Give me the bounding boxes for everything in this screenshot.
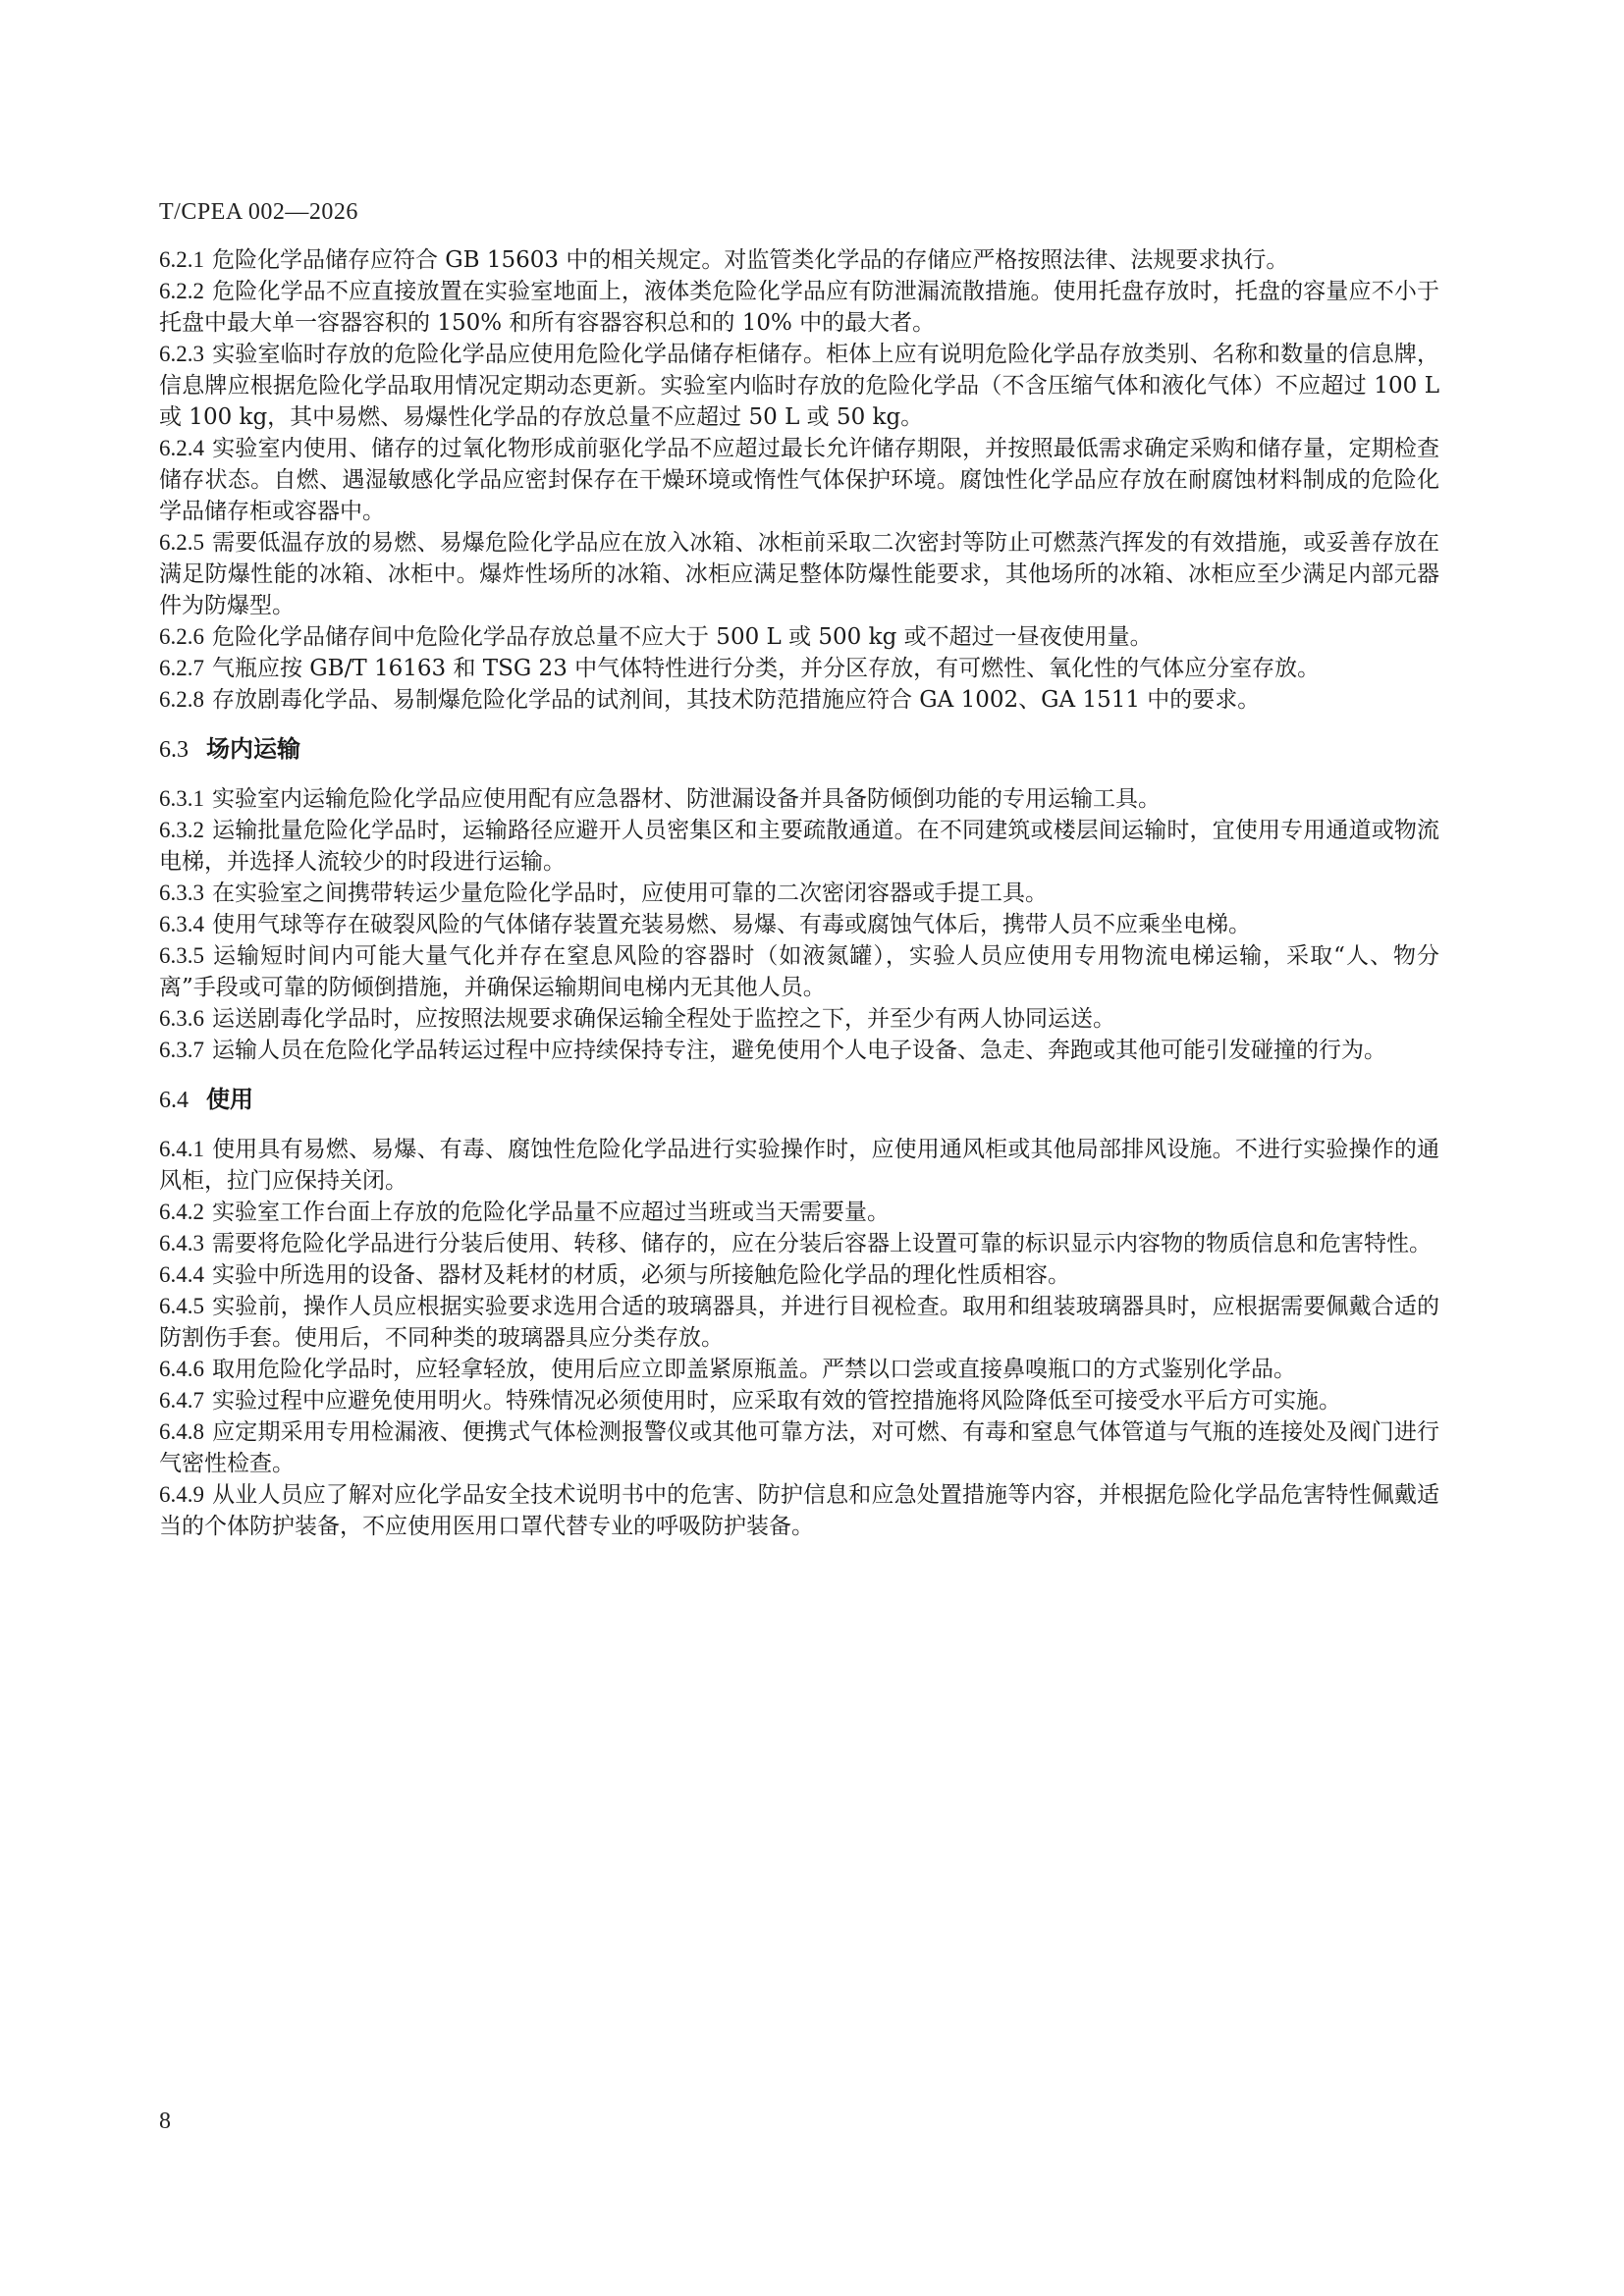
clause-6-2-7: [159, 653, 1439, 684]
clause-number: 6.2.8: [159, 687, 204, 712]
clause-text: 从业人员应了解对应化学品安全技术说明书中的危害、防护信息和应急处置措施等内容，并根据危险化学品危害特性佩戴适当的个体防护装备，不应使用医用口罩代替专业的呼吸防护装备。: [159, 1482, 1439, 1539]
clause-text: 运输批量危险化学品时，运输路径应避开人员密集区和主要疏散通道。在不同建筑或楼层间运输时，宜使用专用通道或物流电梯，并选择人流较少的时段进行运输。: [159, 818, 1439, 875]
clause-text: 实验室临时存放的危险化学品应使用危险化学品储存柜储存。柜体上应有说明危险化学品存放类别、名称和数量的信息牌，信息牌应根据危险化学品取用情况定期动态更新。实验室内临时存放的危险化学品（不含压缩气体和液化气体）不应超过 100 L 或 100 kg，其中易燃、易爆性化学品的存放总量不应超过 50 L 或 50 kg。: [159, 342, 1439, 430]
clause-text: 存放剧毒化学品、易制爆危险化学品的试剂间，其技术防范措施应符合 GA 1002、GA 1511 中的要求。: [212, 687, 1261, 713]
clause-number: 6.2.2: [159, 279, 204, 303]
clause-text: 使用气球等存在破裂风险的气体储存装置充装易燃、易爆、有毒或腐蚀气体后，携带人员不应乘坐电梯。: [212, 912, 1251, 937]
clause-6-3-4: [159, 909, 1439, 940]
clause-6-4-9: [159, 1479, 1439, 1542]
clause-6-4-8: [159, 1416, 1439, 1479]
page-content: [159, 244, 1439, 1542]
clause-text: 气瓶应按 GB/T 16163 和 TSG 23 中气体特性进行分类，并分区存放，有可燃性、氧化性的气体应分室存放。: [212, 656, 1321, 681]
clause-number: 6.4.4: [159, 1262, 204, 1287]
clause-text: 实验室工作台面上存放的危险化学品量不应超过当班或当天需要量。: [212, 1200, 890, 1225]
page-number: 8: [159, 2109, 171, 2134]
clause-number: 6.3.2: [159, 818, 204, 842]
section-title: 场内运输: [206, 735, 300, 763]
clause-number: 6.3.3: [159, 881, 204, 905]
clause-number: 6.3.5: [159, 943, 204, 968]
clause-number: 6.3.6: [159, 1006, 204, 1031]
clause-6-4-6: [159, 1354, 1439, 1385]
clause-number: 6.4.1: [159, 1137, 204, 1161]
clause-number: 6.2.5: [159, 530, 204, 555]
clause-6-2-3: [159, 339, 1439, 433]
clause-text: 取用危险化学品时，应轻拿轻放，使用后应立即盖紧原瓶盖。严禁以口尝或直接鼻嗅瓶口的方式鉴别化学品。: [212, 1357, 1296, 1382]
clause-6-2-8: [159, 684, 1439, 716]
clause-6-3-1: [159, 783, 1439, 815]
clause-number: 6.2.4: [159, 436, 204, 460]
clause-number: 6.4.2: [159, 1200, 204, 1224]
clause-number: 6.4.8: [159, 1419, 204, 1444]
clause-text: 运输人员在危险化学品转运过程中应持续保持专注，避免使用个人电子设备、急走、奔跑或其他可能引发碰撞的行为。: [212, 1038, 1386, 1063]
clause-text: 实验中所选用的设备、器材及耗材的材质，必须与所接触危险化学品的理化性质相容。: [212, 1262, 1070, 1288]
clause-text: 需要低温存放的易燃、易爆危险化学品应在放入冰箱、冰柜前采取二次密封等防止可燃蒸汽挥发的有效措施，或妥善存放在满足防爆性能的冰箱、冰柜中。爆炸性场所的冰箱、冰柜应满足整体防爆性能要求，其他场所的冰箱、冰柜应至少满足内部元器件为防爆型。: [159, 530, 1439, 618]
clause-text: 需要将危险化学品进行分装后使用、转移、储存的，应在分装后容器上设置可靠的标识显示内容物的物质信息和危害特性。: [212, 1231, 1432, 1256]
clause-6-3-3: [159, 878, 1439, 909]
section-number: 6.4: [159, 1088, 189, 1113]
clause-number: 6.2.7: [159, 656, 204, 680]
clause-number: 6.3.1: [159, 786, 204, 811]
clause-text: 运输短时间内可能大量气化并存在窒息风险的容器时（如液氮罐），实验人员应使用专用物流电梯运输，采取“人、物分离”手段或可靠的防倾倒措施，并确保运输期间电梯内无其他人员。: [159, 943, 1439, 1000]
clause-text: 危险化学品不应直接放置在实验室地面上，液体类危险化学品应有防泄漏流散措施。使用托盘存放时，托盘的容量应不小于托盘中最大单一容器容积的 150% 和所有容器容积总和的 10% 中的最大者。: [159, 279, 1439, 336]
section-heading-6-4: [159, 1084, 1439, 1116]
clause-6-3-7: [159, 1035, 1439, 1066]
section-6-2-clauses: [159, 244, 1439, 716]
clause-text: 使用具有易燃、易爆、有毒、腐蚀性危险化学品进行实验操作时，应使用通风柜或其他局部排风设施。不进行实验操作的通风柜，拉门应保持关闭。: [159, 1137, 1439, 1194]
clause-6-2-6: [159, 621, 1439, 653]
section-6-3-clauses: [159, 783, 1439, 1066]
clause-6-3-5: [159, 940, 1439, 1003]
clause-6-2-5: [159, 527, 1439, 621]
document-code: T/CPEA 002—2026: [159, 199, 358, 225]
clause-6-4-5: [159, 1291, 1439, 1354]
clause-6-2-1: [159, 244, 1439, 276]
clause-number: 6.2.3: [159, 342, 204, 366]
clause-number: 6.3.7: [159, 1038, 204, 1062]
clause-text: 实验过程中应避免使用明火。特殊情况必须使用时，应采取有效的管控措施将风险降低至可接受水平后方可实施。: [212, 1388, 1341, 1414]
clause-6-3-6: [159, 1003, 1439, 1035]
clause-6-4-2: [159, 1197, 1439, 1228]
clause-6-4-4: [159, 1259, 1439, 1291]
section-heading-6-3: [159, 733, 1439, 766]
clause-number: 6.4.5: [159, 1294, 204, 1318]
clause-number: 6.4.6: [159, 1357, 204, 1381]
clause-number: 6.2.6: [159, 624, 204, 649]
clause-6-2-4: [159, 433, 1439, 527]
clause-text: 运送剧毒化学品时，应按照法规要求确保运输全程处于监控之下，并至少有两人协同运送。: [212, 1006, 1115, 1032]
section-number: 6.3: [159, 737, 189, 763]
clause-text: 应定期采用专用检漏液、便携式气体检测报警仪或其他可靠方法，对可燃、有毒和窒息气体管道与气瓶的连接处及阀门进行气密性检查。: [159, 1419, 1439, 1476]
clause-6-4-1: [159, 1134, 1439, 1197]
clause-6-2-2: [159, 276, 1439, 339]
clause-6-3-2: [159, 815, 1439, 878]
section-title: 使用: [206, 1086, 253, 1113]
clause-number: 6.3.4: [159, 912, 204, 936]
clause-text: 危险化学品储存应符合 GB 15603 中的相关规定。对监管类化学品的存储应严格按照法律、法规要求执行。: [212, 247, 1289, 273]
clause-number: 6.4.9: [159, 1482, 204, 1507]
clause-number: 6.4.7: [159, 1388, 204, 1413]
clause-text: 在实验室之间携带转运少量危险化学品时，应使用可靠的二次密闭容器或手提工具。: [212, 881, 1048, 906]
clause-text: 危险化学品储存间中危险化学品存放总量不应大于 500 L 或 500 kg 或不超过一昼夜使用量。: [212, 624, 1153, 650]
clause-number: 6.2.1: [159, 247, 204, 272]
clause-number: 6.4.3: [159, 1231, 204, 1255]
section-6-4-clauses: [159, 1134, 1439, 1542]
clause-text: 实验前，操作人员应根据实验要求选用合适的玻璃器具，并进行目视检查。取用和组装玻璃器具时，应根据需要佩戴合适的防割伤手套。使用后，不同种类的玻璃器具应分类存放。: [159, 1294, 1439, 1351]
clause-text: 实验室内使用、储存的过氧化物形成前驱化学品不应超过最长允许储存期限，并按照最低需求确定采购和储存量，定期检查储存状态。自燃、遇湿敏感化学品应密封保存在干燥环境或惰性气体保护环境。腐蚀性化学品应存放在耐腐蚀材料制成的危险化学品储存柜或容器中。: [159, 436, 1439, 524]
clause-text: 实验室内运输危险化学品应使用配有应急器材、防泄漏设备并具备防倾倒功能的专用运输工具。: [212, 786, 1161, 812]
clause-6-4-7: [159, 1385, 1439, 1416]
clause-6-4-3: [159, 1228, 1439, 1259]
